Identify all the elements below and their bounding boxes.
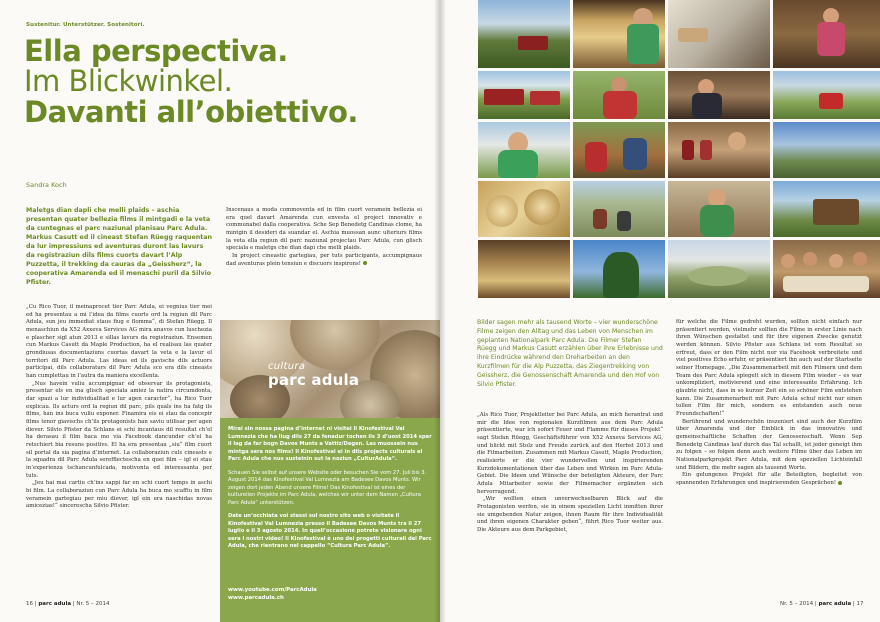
photo-valley-view (668, 240, 770, 298)
folio-issue: Nr. 5 – 2014 (76, 601, 110, 607)
cultura-parc-adula-box (220, 320, 440, 622)
photo-jars-shelf (668, 122, 770, 178)
photo-cheese-wheels (478, 181, 570, 237)
photo-alp-buildings (478, 71, 570, 119)
photo-goat-trekking (573, 181, 665, 237)
body-paragraph-last: In project cineastic gartegiau, per tuts participants, accumpignaus dad aventuras plein tensiun e discuors inspirons! (226, 253, 422, 267)
body-paragraph: „Wir wollten einen unverwechselbaren Blick auf die Protagonisten werfen, sie in einem speziellen Licht inmitten ihrer sie umgebenden Natur zeigen, ihnen Raum für ihre Individualität und ihren eigenen Charakter geben“, führt Rico Tuor weiter aus. Die Akteure aus dem Parkgebiet, (477, 496, 663, 534)
right-body-column-2 (676, 319, 862, 488)
lead-paragraph: Maletgs dian dapli che melli plaids – aschia presentan quater bellezia films il mintgadi e la veta da cuntegnas el parc naziunal planisau Parc Adula. Markus Casutt ed il cineast Stefan Rüegg raquentan da lur impressiuns ed aventuras duront las lavurs da registraziun dils films cuorts davart l’Alp Puzzetta, il trekking da cauras da „Geissherz“, la cooperativa Amarenda ed il menaschi puril da Silvio Pfister. (26, 207, 212, 286)
folio-brand: parc adula (38, 601, 72, 607)
folio-issue: Nr. 5 – 2014 (780, 601, 814, 607)
cultura-text-romansh: Mirai sin nossa pagina d’internet ni visitei il Kinofestival Val Lumnezia che ha liug dils 27 da fenadur tochen ils 3 d’uost 2014 sper il lag da far bogn Davos Munts a Vattiz/Degen. Las muossein nus mintga sera nos films! Il Kinofestival ei in dils projects culturals el Parc Adula che nus susteinin sut la noziun „CulturAdula“. (228, 426, 432, 463)
photo-tree-sky (573, 240, 665, 298)
cultura-logo-small: cultura (268, 361, 306, 372)
end-mark-icon (838, 481, 842, 485)
page-gutter (434, 0, 446, 622)
photo-farmer-red-shirt (573, 71, 665, 119)
photo-chalet (773, 181, 880, 237)
right-body-column-1 (477, 412, 663, 535)
photo-cheese-cellar (478, 240, 570, 298)
body-paragraph: „Cu Rico Tuor, il meinaprocet tier Parc Adula, ei vegnius tier mei ed ha presentau a mi l’idea da films cuorts ord la regiun dil Parc Adula, sun jeu immediat staus fiug e flomma“, di Stefan Rüegg. Il menaschiun da X52 Axxeva Services AG mira anavos cun luschezia e plascher sigl atun 2013 e sillas lavurs da registraziun. Ensemen cun Markus Casutt da Maple Production, ha el realisau las quater grondiusas documentaziuns cuortas davart la veta e la lavur el territori dil Parc Adula. Las ideas ed ils gavischs dils actuors participai, dils collaboraturs dil Parc Adula sco era dils cineasts han cumplettau in l’autra da maniera excellenta. (26, 304, 212, 380)
folio-left: 16 | parc adula | Nr. 5 – 2014 (26, 601, 110, 607)
photo-grid (478, 0, 880, 298)
photo-woman-portrait (478, 122, 570, 178)
cultura-text-italian: Date un’occhiata voi stessi sul nostro sito web o visitate il Kinofestival Val Lumnezia presso il Badesee Davos Munts tra il 27 luglio e il 3 agosto 2014. In quell’occasione potrete visionare ogni sera i nostri video! Il Kinofestival è uno dei progetti culturali del Parc Adula, che rientrano nel cappello “Cultura Parc Adula”. (228, 513, 432, 550)
end-mark-icon (363, 261, 367, 265)
website-link[interactable]: www.parcadula.ch (228, 595, 284, 602)
photo-woman-cooking (668, 71, 770, 119)
photo-men-working (573, 122, 665, 178)
body-paragraph: „Jeu hai mai cartiu ch’ins sappi far en schi cuort temps in aschi bi film. La collaboraziun cun Parc Adula ha buca mo scaffiu in film veramein gartegiau per miu diever, igl ein era naschidas novas amicezias!“ sincerescha Silvio Pfister. (26, 480, 212, 510)
body-paragraph: Inscenaus a moda commoventa ed in film cuort veramein bellezia ei era quel davart Amarenda cun envesta el project innovativ e communabel dalla cooperativa. Sche Sep Benedetg Candinas clome, ha mintgin il desideri da suandar el. Aschia muossan aunc ulteriurs films la veta ella regiun dil parc naziunal projectau Parc Adula, cun glisch speciala e maletgs che dian dapi che melli plaids. (226, 207, 422, 252)
body-paragraph: für welche die Filme gedreht wurden, sollten nicht einfach nur präsentiert werden, vielmehr sollten die Filme in erster Linie nach ihren Wünschen gestaltet und für ihre eigenen Zwecke genutzt werden können. Silvio Pfister aus Schlans ist vom Resultat so erfreut, dass er den Film nicht nur via Facebook verbreitete und viel positives Echo erfuhr, er präsentiert ihn auch auf der Startseite seiner Homepage. „Die Zusammenarbeit mit den Filmern und dem Team des Parc Adula spiegelt sich in diesem Film wieder – es war unkompliziert, motivierend und eine interessante Erfahrung. Ich glaubte nicht, dass in so kurzer Zeit ein so schöner Film entstehen kann. Die Zusammenarbeit mit Parc Adula schuf nicht nur einen tollen Film für mich, sondern es entstanden auch neue Freundschaften!“ (676, 319, 862, 418)
body-paragraph-last: Ein gelungenes Projekt für alle Beteiligten, begleitet von spannenden Erfahrungen und inspirierenden Gesprächen! (676, 472, 862, 487)
body-column-1 (26, 304, 212, 511)
headline-line-german: Im Blickwinkel. (24, 64, 233, 99)
author-byline: Sandra Koch (26, 181, 67, 189)
photo-mountain-hut (478, 0, 570, 68)
body-paragraph: „Nus havein vuliu accumpignar ed observar ils protagonists, presentar els en ina glisch speciala amiez la natira circumdonta, dar spazi a lur individualitad e lur agen caracter“, ha Rico Tuor explicau. Ils acturs ord la regiun dil parc, pils quals ins ha fatg ils films, han ins buca vuliu exponer. Finamira eis ei stau da concepir films tenor giavischs ch’ils protagonists han saviu utilisar per agen diever. Silvio Pfister da Schlans ei schi incantaus dil resultat ch’el ha derasau il film baca mo via Facebook dancunder ch’el ha retschiert bia resuns positivs. El ha era presentau „siu“ film cuort sil portal da sia pagina d’internet. La collaboraziun culs cineasts e la squadra dil Parc Adula serefflectescha en quei film – igl ei stau in’experienza tschancunfulcada, motivonta ed interessanta per tuts. (26, 380, 212, 479)
folio-right: Nr. 5 – 2014 | parc adula | 17 (780, 601, 864, 607)
youtube-link[interactable]: www.youtube.com/ParcAdula (228, 587, 317, 593)
cultura-text-german: Schauen Sie selbst auf unsere Website oder besuchen Sie vom 27. Juli bis 3. August 2014 das Kinofestival Val Lumnezia am Badesee Davos Munts. Wir zeigen dort jeden Abend unsere Filme! Das Kinofestival ist eines der kulturellen Projekte im Parc Adula, welches wir unter dem Namen „Cultura Parc Adula“ unterstützen. (228, 469, 427, 506)
photo-kitchen (668, 0, 770, 68)
headline-line-romansh: Ella perspectiva. (24, 34, 288, 68)
folio-brand: parc adula (818, 601, 852, 607)
photo-tractor (773, 71, 880, 119)
photo-woman-on-hut (773, 0, 880, 68)
body-column-2 (226, 207, 422, 268)
page-number: 17 (856, 601, 864, 607)
cultura-logo-big: parc adula (268, 371, 360, 389)
cultura-logo (268, 362, 359, 388)
body-paragraph: Berührend und wunderschön inszeniert sind auch der Kurzfilm über Amarenda und der Einblick in das innovative und gemeinschaftliche Schaffen der Genossenschaft. Wenn Sep Benedetg Candinas lauf durch das Tal schallt, ist jeder geneigt ihm zu folgen – so folgen denn auch weitere Filme über das Leben im Nationalparkprojekt Parc Adula, mit dem speziellen Lichteinfall und Bildern, die mehr sagen als tausend Worte. (676, 418, 862, 471)
photo-caption: Bilder sagen mehr als tausend Worte – vier wunderschöne Filme zeigen den Alltag und das Leben von Menschen im geplanten Nationalpark Parc Adula. Die Filmer Stefan Rüegg und Markus Casutt erzählen über ihre Erlebnisse und ihre Eindrücke während den Dreharbeiten an den Kurzfilmen für die Alp Puzzetta, das Ziegentrekking von Geissherz, die Genossenschaft Amarenda und den Hof von Silvio Pfister. (477, 319, 663, 388)
cultura-links (228, 586, 317, 602)
kicker: Sustenitur. Unterstützer. Sostenitori. (26, 22, 145, 28)
photo-cheese-shelves (573, 0, 665, 68)
page-number: 16 (26, 601, 33, 607)
cultura-text (228, 426, 432, 557)
photo-group-dinner (773, 240, 880, 298)
headline (24, 36, 358, 127)
body-paragraph: „Als Rico Tuor, Projektleiter bei Parc Adula, an mich herantrat und mir die Idee von regionalen Kurzfilmen aus dem Parc Adula präsentierte, war ich sofort Feuer und Flamme für dieses Projekt“ sagt Stefan Rüegg, Geschäftsführer von X52 Axxeva Services AG, und blickt mit Stolz und Freude zurück auf den Herbst 2013 und die Filmarbeiten. Zusammen mit Markus Casutt, Maple Production, realisierte er die vier wundervollen und inspirierenden Kurzdokumentationen über das Leben und Wirken im Parc Adula-Gebiet. Die Ideen und Wünsche der beteiligten Akteure, der Parc Adula Mitarbeiter sowie der Filmemacher ergänzten sich hervorragend. (477, 412, 663, 495)
headline-line-italian: Davanti all’obiettivo. (24, 94, 358, 129)
photo-woman-green-shirt (668, 181, 770, 237)
photo-mountain-panorama (773, 122, 880, 178)
